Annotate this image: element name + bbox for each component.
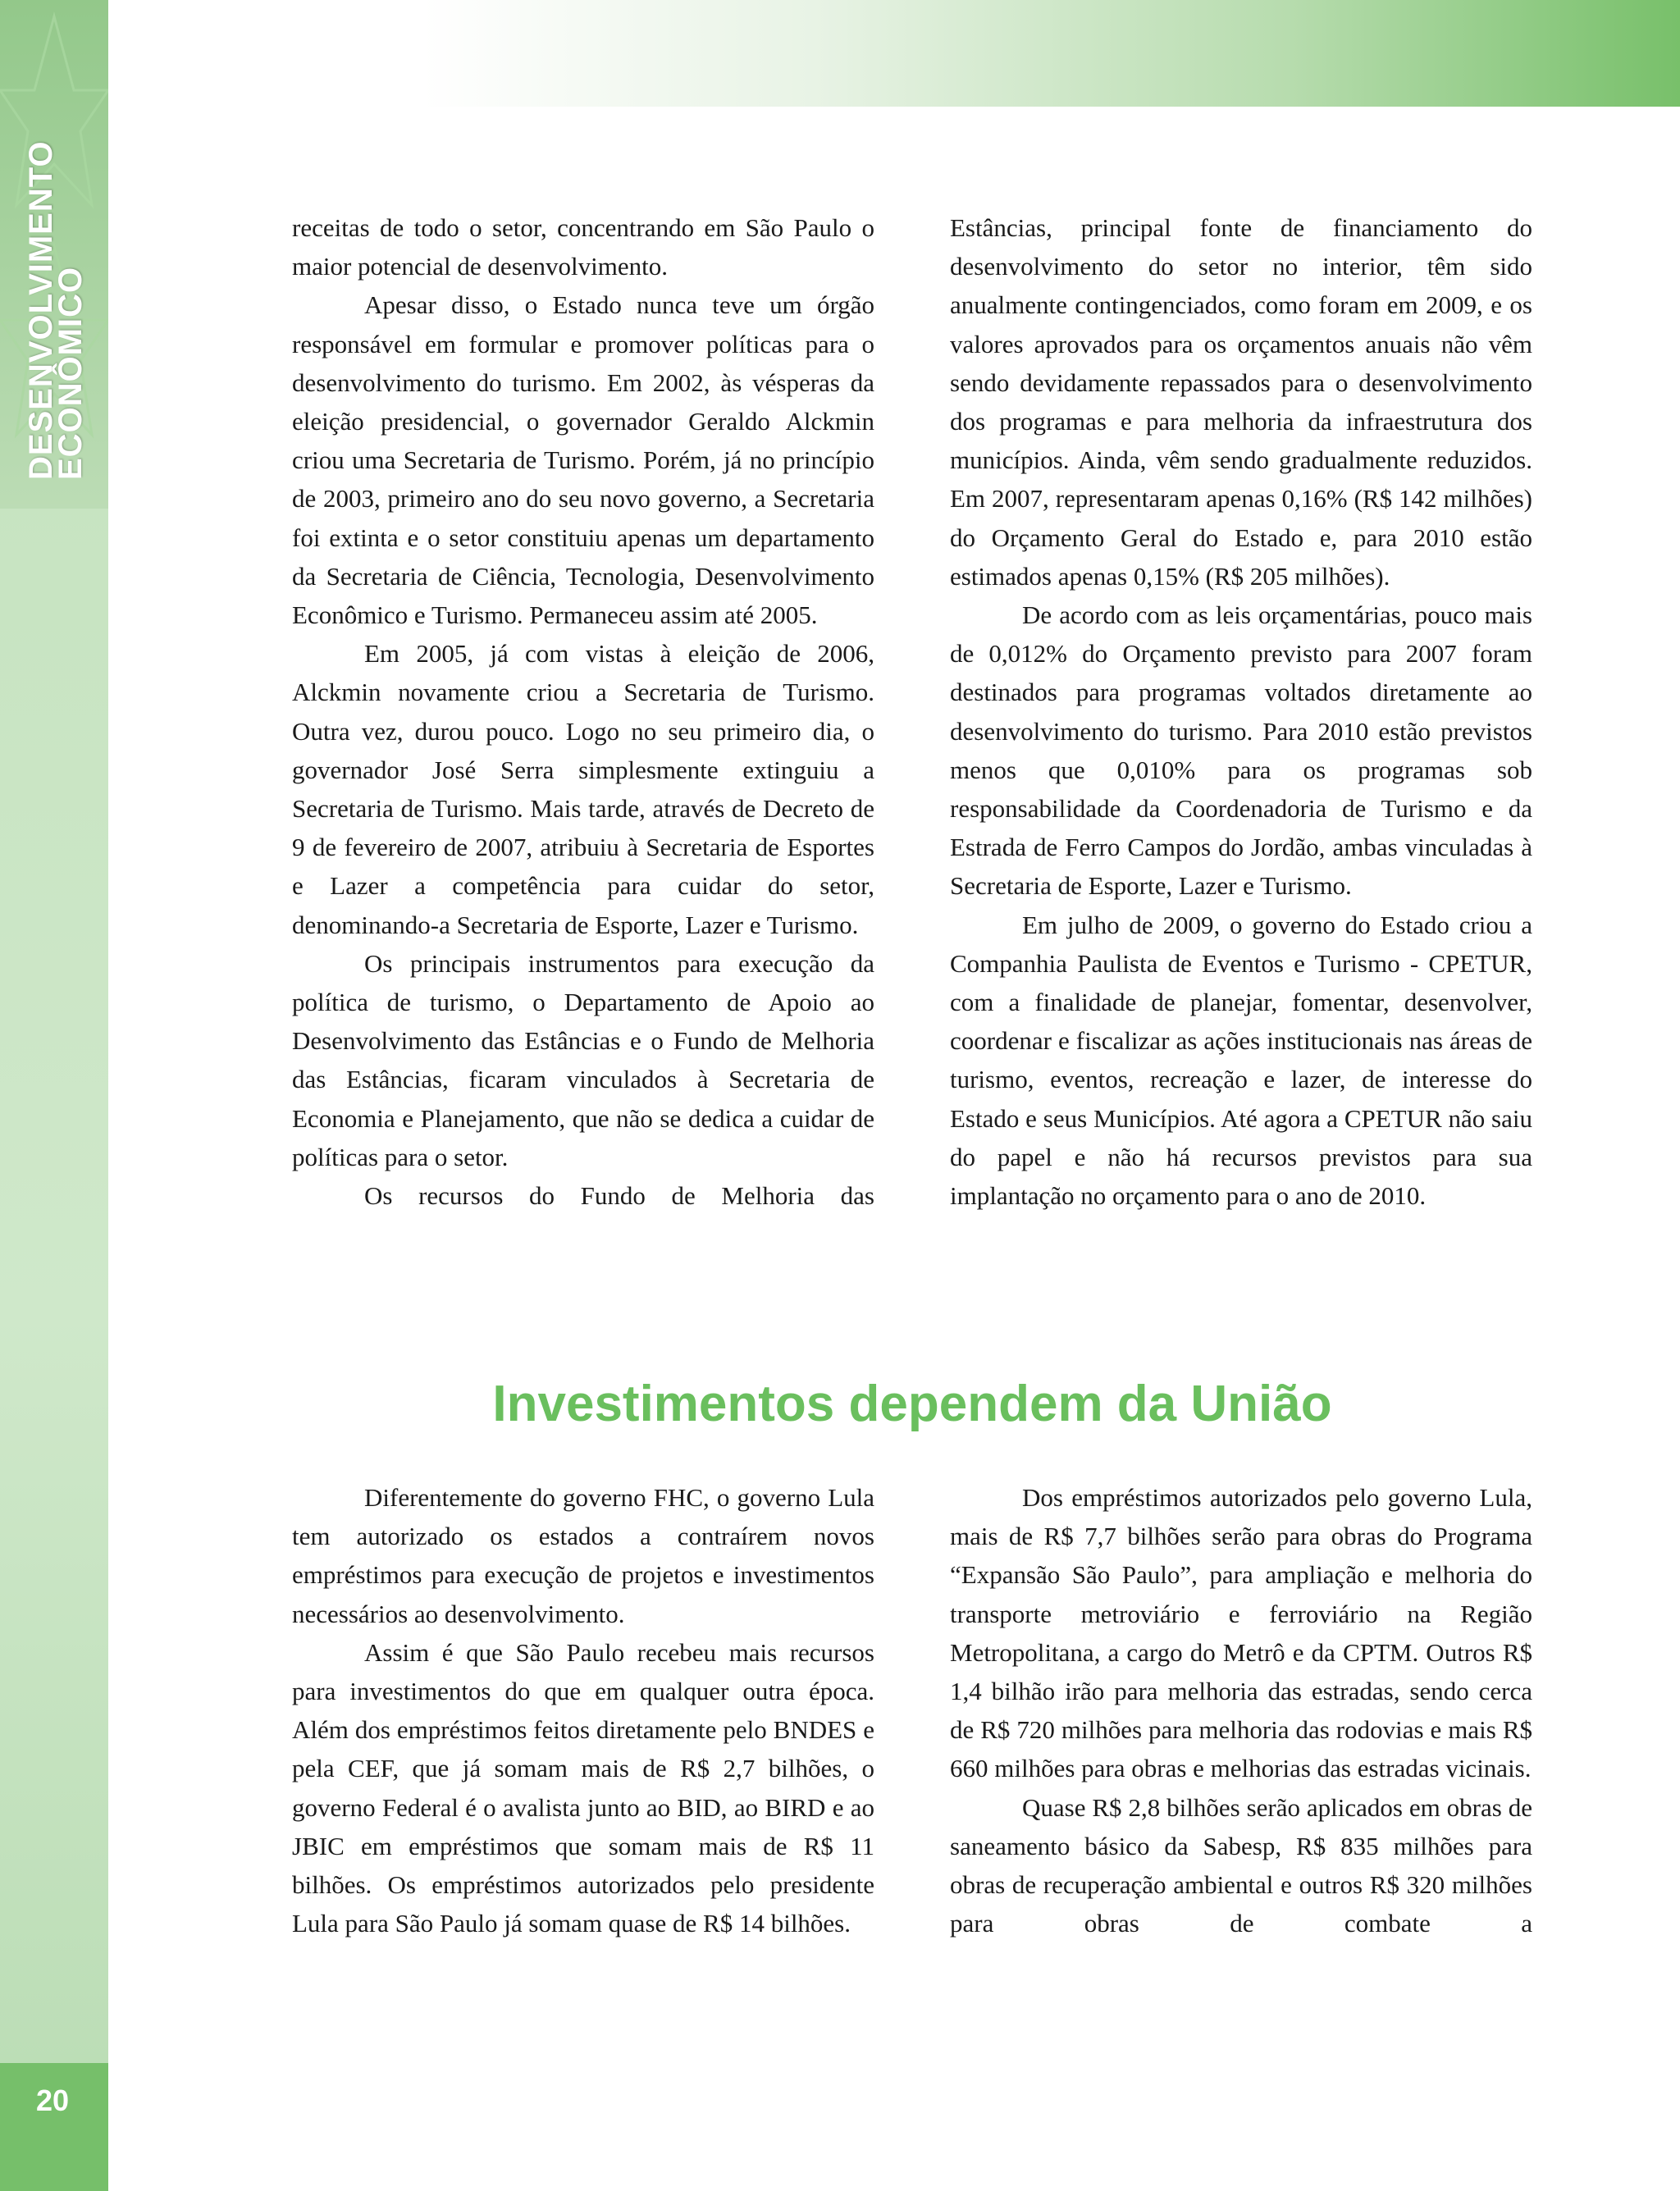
bottom-right-column [950, 1478, 1532, 1942]
paragraph: Assim é que São Paulo recebeu mais recursos para investimentos do que em qualquer outra época. Além dos empréstimos feitos diretamente pelo BNDES e pela CEF, que já somam mais de R$ 2,7 bilhões, o governo Federal é o avalista junto ao BID, ao BIRD e ao JBIC em empréstimos que somam mais de R$ 11 bilhões. Os empréstimos autorizados pelo presidente Lula para São Paulo já somam quase de R$ 14 bilhões. [292, 1637, 874, 1938]
section-label [23, 53, 89, 480]
paragraph: Diferentemente do governo FHC, o governo Lula tem autorizado os estados a contraírem novos empréstimos para execução de projetos e investimentos necessários ao desenvolvimento. [292, 1483, 874, 1628]
section-heading: Investimentos dependem da União [492, 1376, 1332, 1432]
paragraph: Estâncias, principal fonte de financiamento do desenvolvimento do setor no interior, têm sido anualmente contingenciados, como foram em 2009, e os valores aprovados para os orçamentos anuais não vêm sendo devidamente repassados para o desenvolvimento dos programas e para melhoria da infraestrutura dos municípios. Ainda, vêm sendo gradualmente reduzidos. Em 2007, representaram apenas 0,16% (R$ 142 milhões) do Orçamento Geral do Estado e, para 2010 estão estimados apenas 0,15% (R$ 205 milhões). [950, 213, 1532, 591]
bottom-left-column [292, 1478, 874, 1942]
top-right-column [950, 208, 1532, 1215]
page-number: 20 [36, 2084, 70, 2117]
paragraph: Apesar disso, o Estado nunca teve um órgão responsável em formular e promover políticas para o desenvolvimento do turismo. Em 2002, às vésperas da eleição presidencial, o governador Geraldo Alckmin criou uma Secretaria de Turismo. Porém, já no princípio de 2003, primeiro ano do seu novo governo, a Secretaria foi extinta e o setor constituiu apenas um departamento da Secretaria de Ciência, Tecnologia, Desenvolvimento Econômico e Turismo. Permaneceu assim até 2005. [292, 290, 874, 630]
section-label-line1: DESENVOLVIMENTO [23, 140, 59, 480]
paragraph: Em 2005, já com vistas à eleição de 2006, Alckmin novamente criou a Secretaria de Turismo. Outra vez, durou pouco. Logo no seu primeiro dia, o governador José Serra simplesmente extinguiu a Secretaria de Turismo. Mais tarde, através de Decreto de 9 de fevereiro de 2007, atribuiu à Secretaria de Esportes e Lazer a competência para cuidar do setor, denominando-a Secretaria de Esporte, Lazer e Turismo. [292, 639, 874, 939]
top-left-column [292, 208, 874, 1215]
paragraph: Os principais instrumentos para execução da política de turismo, o Departamento de Apoio ao Desenvolvimento das Estâncias e o Fundo de Melhoria das Estâncias, ficaram vinculados à Secretaria de Economia e Planejamento, que não se dedica a cuidar de políticas para o setor. [292, 948, 874, 1171]
page-number-box [0, 2063, 108, 2191]
paragraph: receitas de todo o setor, concentrando em São Paulo o maior potencial de desenvolvimento. [292, 213, 874, 281]
paragraph: Os recursos do Fundo de Melhoria das [364, 1181, 874, 1211]
paragraph: Dos empréstimos autorizados pelo governo Lula, mais de R$ 7,7 bilhões serão para obras do Programa “Expansão São Paulo”, para ampliação e melhoria do transporte metroviário e ferroviário na Região Metropolitana, a cargo do Metrô e da CPTM. Outros R$ 1,4 bilhão irão para melhoria das estradas, sendo cerca de R$ 720 milhões para melhoria das rodovias e mais R$ 660 milhões para obras e melhorias das estradas vicinais. [950, 1483, 1532, 1783]
top-decoration-bar [108, 0, 1680, 107]
paragraph: De acordo com as leis orçamentárias, pouco mais de 0,012% do Orçamento previsto para 2007 foram destinados para programas voltados diretamente ao desenvolvimento do turismo. Para 2010 estão previstos menos que 0,010% para os programas sob responsabilidade da Coordenadoria de Turismo e da Estrada de Ferro Campos do Jordão, ambas vinculadas à Secretaria de Esporte, Lazer e Turismo. [950, 600, 1532, 901]
paragraph: Quase R$ 2,8 bilhões serão aplicados em obras de saneamento básico da Sabesp, R$ 835 milhões para obras de recuperação ambiental e outros R$ 320 milhões para obras de combate a [950, 1792, 1532, 1938]
paragraph: Em julho de 2009, o governo do Estado criou a Companhia Paulista de Eventos e Turismo - CPETUR, com a finalidade de planejar, fomentar, desenvolver, coordenar e fiscalizar as ações institucionais nas áreas de turismo, eventos, recreação e lazer, de interesse do Estado e seus Municípios. Até agora a CPETUR não saiu do papel e não há recursos previstos para sua implantação no orçamento para o ano de 2010. [950, 910, 1532, 1211]
section-label-line2: ECONÔMICO [52, 266, 89, 480]
